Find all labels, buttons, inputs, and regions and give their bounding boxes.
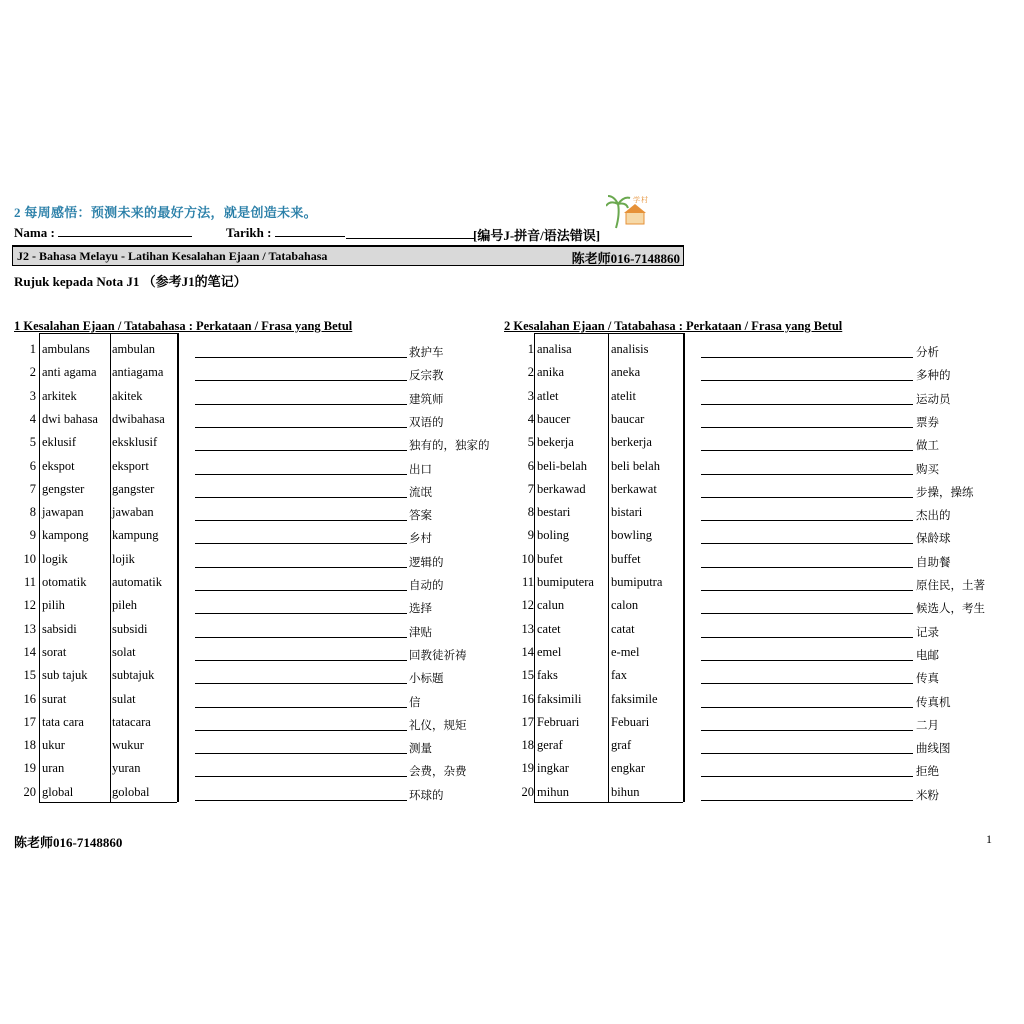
chinese-meaning: 选择 xyxy=(409,601,432,616)
spelling-option-a: emel xyxy=(537,644,562,659)
chinese-meaning: 步操，操练 xyxy=(916,484,974,499)
chinese-meaning: 票券 xyxy=(916,414,939,429)
row-number: 17 xyxy=(521,714,534,729)
chinese-meaning: 自助餐 xyxy=(916,554,951,569)
spelling-option-b: golobal xyxy=(112,784,150,799)
table-row xyxy=(0,524,1024,547)
spelling-option-a: Februari xyxy=(537,714,580,729)
section-1-title: 1 Kesalahan Ejaan / Tatabahasa : Perkataan / Frasa yang Betul xyxy=(14,319,353,333)
row-number: 9 xyxy=(29,528,36,543)
answer-line[interactable] xyxy=(701,543,913,544)
table-row xyxy=(0,571,1024,594)
chinese-meaning: 传真 xyxy=(916,671,939,686)
chinese-meaning: 拒绝 xyxy=(916,764,939,779)
row-number: 7 xyxy=(29,481,36,496)
spelling-option-b: dwibahasa xyxy=(112,411,165,426)
spelling-option-a: beli-belah xyxy=(537,458,587,473)
table-row xyxy=(0,431,1024,454)
spelling-option-b: e-mel xyxy=(611,644,640,659)
chinese-meaning: 双语的 xyxy=(409,414,444,429)
answer-line[interactable] xyxy=(701,637,913,638)
spelling-option-b: berkawat xyxy=(611,481,657,496)
row-number: 11 xyxy=(23,575,36,589)
spelling-option-a: faks xyxy=(537,668,558,683)
answer-line[interactable] xyxy=(701,357,913,358)
table-row xyxy=(0,501,1024,524)
spelling-option-b: Febuari xyxy=(611,714,650,729)
svg-text:村: 村 xyxy=(641,196,648,204)
spelling-option-a: catet xyxy=(537,621,561,636)
chinese-meaning: 逻辑的 xyxy=(409,554,444,569)
page-number: 1 xyxy=(986,832,992,846)
table-top-border xyxy=(39,333,177,334)
table-row xyxy=(0,361,1024,384)
nama-blank[interactable] xyxy=(58,225,192,237)
row-number: 12 xyxy=(23,598,36,613)
spelling-option-a: calun xyxy=(537,598,565,613)
row-number: 20 xyxy=(23,784,36,799)
chinese-meaning: 保龄球 xyxy=(916,531,951,546)
table-row xyxy=(0,734,1024,757)
answer-line[interactable] xyxy=(701,404,913,405)
row-number: 12 xyxy=(521,598,534,613)
chinese-meaning: 信 xyxy=(409,694,421,709)
chinese-meaning: 运动员 xyxy=(916,391,951,406)
spelling-option-b: analisis xyxy=(611,342,649,356)
chinese-meaning: 乡村 xyxy=(409,531,432,546)
spelling-option-a: dwi bahasa xyxy=(42,411,98,426)
spelling-option-b: berkerja xyxy=(611,435,652,450)
footer-teacher: 陈老师016-7148860 xyxy=(14,835,123,850)
chinese-meaning: 测量 xyxy=(409,741,432,756)
chinese-meaning: 回教徒祈祷 xyxy=(409,647,467,662)
row-number: 4 xyxy=(29,411,36,426)
spelling-option-a: geraf xyxy=(537,738,563,753)
spelling-option-a: bufet xyxy=(537,551,563,566)
section-2-title: 2 Kesalahan Ejaan / Tatabahasa : Perkataan / Frasa yang Betul xyxy=(504,319,843,333)
chinese-meaning: 礼仪，规矩 xyxy=(409,717,467,732)
row-number: 20 xyxy=(521,784,534,799)
spelling-option-a: tata cara xyxy=(42,714,84,729)
nama-label: Nama : xyxy=(14,225,55,240)
row-number: 2 xyxy=(527,365,534,380)
spelling-option-b: eksklusif xyxy=(112,435,158,450)
tarikh-blank[interactable] xyxy=(275,225,345,237)
title-band xyxy=(12,245,684,266)
row-number: 3 xyxy=(527,388,534,403)
table-row xyxy=(0,455,1024,478)
table-row xyxy=(0,618,1024,641)
table-row xyxy=(0,781,1024,804)
table-row xyxy=(0,688,1024,711)
chinese-meaning: 多种的 xyxy=(916,368,951,383)
chinese-meaning: 答案 xyxy=(409,508,432,523)
table-row xyxy=(0,594,1024,617)
chinese-meaning: 米粉 xyxy=(916,787,939,802)
table-row xyxy=(0,711,1024,734)
chinese-meaning: 救护车 xyxy=(409,345,444,359)
row-number: 3 xyxy=(29,388,36,403)
table-row xyxy=(0,408,1024,431)
answer-line[interactable] xyxy=(701,380,913,381)
spelling-option-b: akitek xyxy=(112,388,143,403)
spelling-option-b: bistari xyxy=(611,505,643,520)
chinese-meaning: 传真机 xyxy=(916,694,951,709)
spelling-option-a: anti agama xyxy=(42,365,97,380)
spelling-option-a: kampong xyxy=(42,528,89,543)
chinese-meaning: 二月 xyxy=(916,717,939,732)
spelling-option-a: baucer xyxy=(537,411,571,426)
spelling-option-b: bowling xyxy=(611,528,652,543)
chinese-meaning: 记录 xyxy=(916,624,939,639)
spelling-option-a: ambulans xyxy=(42,342,90,356)
tarikh-field xyxy=(226,225,345,241)
row-number: 17 xyxy=(23,714,36,729)
answer-line[interactable] xyxy=(701,474,913,475)
table-row xyxy=(0,641,1024,664)
spelling-option-a: ekspot xyxy=(42,458,75,473)
palm-tree-logo xyxy=(606,192,654,232)
spelling-option-a: jawapan xyxy=(42,505,84,520)
row-number: 14 xyxy=(23,644,36,659)
spelling-option-a: sabsidi xyxy=(42,621,77,636)
answer-line[interactable] xyxy=(701,497,913,498)
spelling-option-b: kampung xyxy=(112,528,159,543)
answer-line[interactable] xyxy=(701,567,913,568)
spelling-option-a: pilih xyxy=(42,598,65,613)
spelling-option-a: arkitek xyxy=(42,388,77,403)
worksheet-title: J2 - Bahasa Melayu - Latihan Kesalahan Ejaan / Tatabahasa xyxy=(17,249,328,263)
row-number: 7 xyxy=(527,481,534,496)
table-column-divider xyxy=(534,333,535,802)
answer-line[interactable] xyxy=(701,427,913,428)
spelling-option-b: ambulan xyxy=(112,342,156,356)
spelling-option-b: buffet xyxy=(611,551,641,566)
answer-line[interactable] xyxy=(701,590,913,591)
chinese-meaning: 建筑师 xyxy=(409,391,444,406)
teacher-contact: 陈老师016-7148860 xyxy=(571,251,680,266)
spelling-option-a: bumiputera xyxy=(537,575,594,589)
spelling-option-b: engkar xyxy=(611,761,646,776)
spelling-option-b: automatik xyxy=(112,575,162,589)
row-number: 2 xyxy=(29,365,36,380)
spelling-option-a: bestari xyxy=(537,505,571,520)
row-number: 16 xyxy=(521,691,534,706)
spelling-option-a: otomatik xyxy=(42,575,87,589)
chinese-meaning: 独有的，独家的 xyxy=(409,438,490,453)
spelling-option-a: ukur xyxy=(42,738,65,753)
spelling-option-b: calon xyxy=(611,598,639,613)
spelling-option-b: bumiputra xyxy=(611,575,663,589)
row-number: 8 xyxy=(29,505,36,520)
spelling-option-b: faksimile xyxy=(611,691,658,706)
row-number: 19 xyxy=(23,761,36,776)
spelling-option-b: subsidi xyxy=(112,621,148,636)
table-row xyxy=(0,478,1024,501)
spelling-option-a: gengster xyxy=(42,481,85,496)
row-number: 9 xyxy=(527,528,534,543)
answer-line[interactable] xyxy=(701,520,913,521)
row-number: 13 xyxy=(521,621,534,636)
chinese-meaning: 候选人，考生 xyxy=(916,601,985,616)
answer-line[interactable] xyxy=(701,660,913,661)
code-label: [编号J-拼音/语法错误] xyxy=(473,228,601,243)
spelling-option-a: sub tajuk xyxy=(42,668,88,683)
spelling-option-b: graf xyxy=(611,738,632,753)
spelling-option-b: yuran xyxy=(112,761,141,776)
chinese-meaning: 环球的 xyxy=(409,787,444,802)
header-underline xyxy=(346,238,474,239)
spelling-option-b: tatacara xyxy=(112,714,151,729)
chinese-meaning: 流氓 xyxy=(409,484,432,499)
table-row xyxy=(0,548,1024,571)
spelling-option-a: analisa xyxy=(537,342,572,356)
row-number: 1 xyxy=(29,342,36,356)
row-number: 5 xyxy=(29,435,36,450)
row-number: 6 xyxy=(29,458,36,473)
row-number: 19 xyxy=(521,761,534,776)
chinese-meaning: 反宗教 xyxy=(409,368,444,383)
answer-line[interactable] xyxy=(701,450,913,451)
motto-text: 2 每周感悟：预测未来的最好方法，就是创造未来。 xyxy=(14,205,317,220)
table-row xyxy=(0,385,1024,408)
spelling-option-a: surat xyxy=(42,691,67,706)
answer-line[interactable] xyxy=(701,683,913,684)
spelling-option-a: ingkar xyxy=(537,761,569,776)
spelling-option-a: anika xyxy=(537,365,565,380)
chinese-meaning: 杰出的 xyxy=(916,508,951,523)
table-top-border xyxy=(534,333,683,334)
chinese-meaning: 自动的 xyxy=(409,578,444,592)
reference-note: Rujuk kepada Nota J1 （参考J1的笔记） xyxy=(14,274,247,289)
answer-line[interactable] xyxy=(701,613,913,614)
row-number: 18 xyxy=(521,738,534,753)
chinese-meaning: 电邮 xyxy=(916,647,939,662)
answer-line[interactable] xyxy=(701,776,913,777)
row-number: 11 xyxy=(521,575,534,589)
spelling-option-a: sorat xyxy=(42,644,67,659)
spelling-option-b: atelit xyxy=(611,388,636,403)
table-row xyxy=(0,757,1024,780)
table-column-divider xyxy=(683,333,685,802)
spelling-option-b: lojik xyxy=(112,551,135,566)
spelling-option-a: eklusif xyxy=(42,435,77,450)
spelling-option-a: atlet xyxy=(537,388,559,403)
row-number: 10 xyxy=(23,551,36,566)
answer-line[interactable] xyxy=(701,707,913,708)
row-number: 1 xyxy=(527,342,534,356)
spelling-option-a: berkawad xyxy=(537,481,586,496)
spelling-option-a: boling xyxy=(537,528,569,543)
table-row xyxy=(0,338,1024,361)
spelling-option-b: beli belah xyxy=(611,458,660,473)
chinese-meaning: 小标题 xyxy=(409,671,444,686)
row-number: 13 xyxy=(23,621,36,636)
row-number: 10 xyxy=(521,551,534,566)
chinese-meaning: 分析 xyxy=(916,345,939,359)
answer-line[interactable] xyxy=(701,753,913,754)
spelling-option-b: solat xyxy=(112,644,136,659)
table-column-divider xyxy=(608,333,609,802)
tarikh-label: Tarikh : xyxy=(226,225,272,240)
spelling-option-b: pileh xyxy=(112,598,137,613)
chinese-meaning: 曲线图 xyxy=(916,741,951,756)
spelling-option-a: bekerja xyxy=(537,435,574,450)
row-number: 18 xyxy=(23,738,36,753)
spelling-option-b: aneka xyxy=(611,365,641,380)
table-row xyxy=(0,664,1024,687)
spelling-option-a: mihun xyxy=(537,784,569,799)
spelling-option-a: uran xyxy=(42,761,65,776)
chinese-meaning: 购买 xyxy=(916,461,939,476)
spelling-option-b: baucar xyxy=(611,411,645,426)
spelling-option-b: bihun xyxy=(611,784,640,799)
spelling-option-a: global xyxy=(42,784,74,799)
spelling-option-b: gangster xyxy=(112,481,155,496)
chinese-meaning: 津贴 xyxy=(409,624,432,639)
chinese-meaning: 原住民，土著 xyxy=(916,578,985,592)
spelling-option-b: wukur xyxy=(112,738,144,753)
spelling-option-b: eksport xyxy=(112,458,149,473)
spelling-option-b: catat xyxy=(611,621,635,636)
chinese-meaning: 做工 xyxy=(916,438,939,453)
row-number: 4 xyxy=(527,411,534,426)
spelling-option-b: jawaban xyxy=(112,505,154,520)
row-number: 15 xyxy=(23,668,36,683)
row-number: 6 xyxy=(527,458,534,473)
row-number: 5 xyxy=(527,435,534,450)
nama-field xyxy=(14,225,192,241)
row-number: 16 xyxy=(23,691,36,706)
spelling-option-b: antiagama xyxy=(112,365,164,380)
spelling-option-a: logik xyxy=(42,551,68,566)
spelling-option-b: fax xyxy=(611,668,627,683)
chinese-meaning: 会费，杂费 xyxy=(409,764,467,779)
row-number: 8 xyxy=(527,505,534,520)
spelling-option-b: sulat xyxy=(112,691,136,706)
answer-line[interactable] xyxy=(701,730,913,731)
spelling-option-a: faksimili xyxy=(537,691,582,706)
answer-line[interactable] xyxy=(701,800,913,801)
chinese-meaning: 出口 xyxy=(409,461,432,476)
table-bottom-border xyxy=(534,802,683,803)
row-number: 15 xyxy=(521,668,534,683)
spelling-option-b: subtajuk xyxy=(112,668,155,683)
row-number: 14 xyxy=(521,644,534,659)
svg-text:学: 学 xyxy=(633,196,640,204)
